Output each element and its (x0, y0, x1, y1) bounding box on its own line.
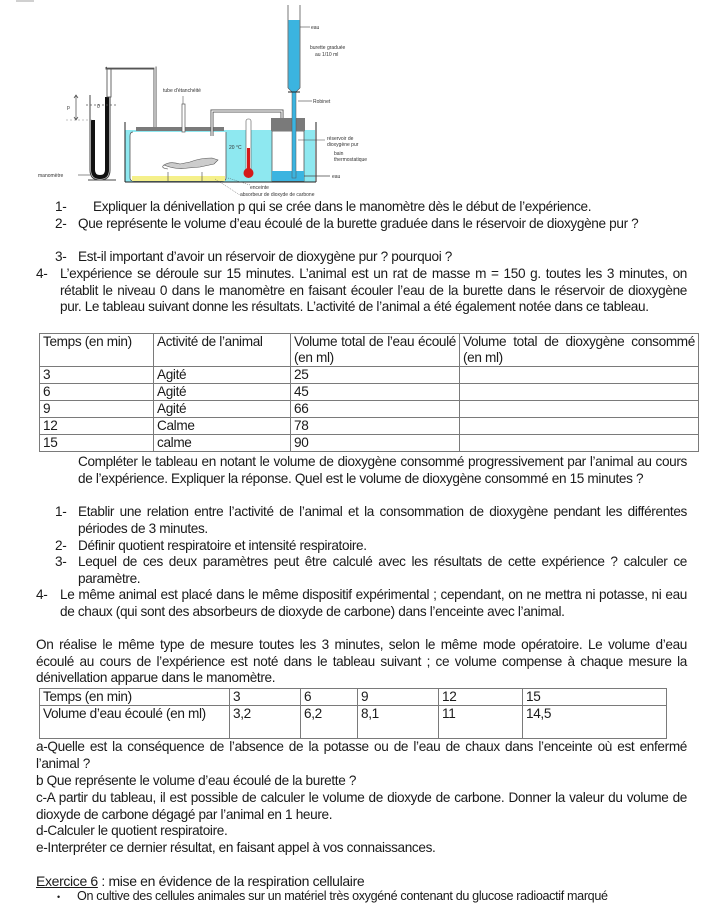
label-burette-precision: au 1/10 ml (315, 52, 339, 58)
sub-question-c: c-A partir du tableau, il est possible de calculer le volume de dioxyde de carbone. Donner la valeur du volume de dioxyde de carbone dégagé par l’animal en 1 heure. (36, 790, 687, 822)
table-row (40, 418, 699, 435)
label-bain: bain (334, 151, 344, 157)
sub-question-b: b Que représente le volume d’eau écoulé de la burette ? (36, 773, 357, 788)
label-eau-bottom: eau (332, 174, 341, 180)
question-2-2-num: 2- (55, 538, 67, 553)
question-2-4-text: Le même animal est placé dans le même dispositif expérimental ; cependant, on ne mettra ni potasse, ni eau de chaux (qui sont des absorbeurs de dioxyde de carbone) dans l’enceinte avec l’animal. (60, 587, 687, 619)
question-text: Expliquer la dénivellation p qui se crée dans le manomètre dès le début de l’expérience. (93, 199, 592, 214)
question-number: 2- (55, 216, 67, 231)
question-1-3 (55, 249, 452, 265)
table-cell: 9 (358, 689, 439, 706)
question-number: 3- (55, 249, 67, 264)
label-enceinte: enceinte (250, 185, 269, 191)
table-header-row (40, 334, 699, 367)
table-cell-empty[interactable] (460, 435, 699, 452)
bullet-text: On cultive des cellules animales sur un matériel très oxygéné contenant du glucose radioactif marqué (77, 889, 608, 903)
label-temperature: 20 °C (229, 145, 242, 151)
table-cell: Agité (154, 384, 291, 401)
table-row (40, 435, 699, 452)
table-header: Volume total de l’eau écoulé (en ml) (291, 334, 460, 367)
label-reservoir2: dioxygène pur (327, 142, 359, 148)
table-cell: 45 (291, 384, 460, 401)
question-1-4-text: L’expérience se déroule sur 15 minutes. L’animal est un rat de masse m = 150 g. toutes les 3 minutes, on rétablit le niveau 0 dans le manomètre en faisant écouler l’eau de la burette dans le réservoir de dioxygène pur. Le tableau suivant donne les résultats. L’activité de l’animal a été également notée dans ce tableau. (60, 266, 687, 315)
table-cell: 6 (40, 384, 154, 401)
results-table-1 (39, 333, 699, 452)
question-2-3-num: 3- (55, 554, 67, 569)
table-cell: 8,1 (358, 706, 439, 739)
table-cell: 78 (291, 418, 460, 435)
table-cell: 11 (439, 706, 523, 739)
table-row-header: Temps (en min) (40, 689, 230, 706)
question-2-1-num: 1- (55, 504, 67, 519)
table-cell: 14,5 (523, 706, 667, 739)
table-cell: 9 (40, 401, 154, 418)
table-row-times (40, 689, 667, 706)
table-row (40, 367, 699, 384)
question-number: 1- (55, 199, 67, 214)
table-cell: Agité (154, 367, 291, 384)
question-2-2-text: Définir quotient respiratoire et intensité respiratoire. (78, 538, 367, 553)
table-cell: 3,2 (230, 706, 301, 739)
bullet-icon: • (57, 892, 60, 902)
table-cell: 6,2 (301, 706, 358, 739)
question-2-1-text: Etablir une relation entre l’activité de l’animal et la consommation de dioxygène pendant les différentes périodes de 3 minutes. (78, 504, 687, 536)
table-row-header: Volume d’eau écoulé (en ml) (40, 706, 230, 739)
label-zero: 0 (97, 104, 100, 110)
label-manometre: manomètre (38, 173, 64, 179)
results-table-2 (39, 688, 667, 739)
table-cell: 12 (40, 418, 154, 435)
question-text: Est-il important d’avoir un réservoir de dioxygène pur ? pourquoi ? (78, 249, 453, 264)
exercise-6-bullet (57, 888, 608, 905)
table-cell-empty[interactable] (460, 367, 699, 384)
table-cell: 15 (523, 689, 667, 706)
label-p: p (67, 105, 70, 111)
question-1-4-num: 4- (36, 266, 48, 281)
label-reservoir: réservoir de (327, 136, 354, 142)
table-header: Activité de l’animal (154, 334, 291, 367)
table-cell: 90 (291, 435, 460, 452)
sub-question-a: a-Quelle est la conséquence de l’absence de la potasse ou de l’eau de chaux dans l’enceinte où est enfermé l’animal ? (36, 739, 687, 771)
label-absorbeur: absorbeur de dioxyde de carbone (240, 192, 315, 198)
table-row (40, 384, 699, 401)
measure-description: On réalise le même type de mesure toutes les 3 minutes, selon le même mode opératoire. Le volume d’eau écoulé au cours de l’expérience est noté dans le tableau suivant ; ce volume compense à chaque mesure la dénivellation apparue dans le manomètre. (36, 637, 687, 686)
table-cell-empty[interactable] (460, 384, 699, 401)
table-header: Volume total de dioxygène consommé (en ml) (460, 334, 699, 367)
table-cell: 6 (301, 689, 358, 706)
label-eau-top: eau (311, 25, 320, 31)
exercise-title: : mise en évidence de la respiration cellulaire (97, 873, 365, 889)
table-cell: Calme (154, 418, 291, 435)
label-tube: tube d'étanchéité (163, 88, 201, 94)
table-cell: 15 (40, 435, 154, 452)
table-cell: 25 (291, 367, 460, 384)
table-cell-empty[interactable] (460, 401, 699, 418)
table-cell: 3 (230, 689, 301, 706)
question-1-1 (55, 199, 591, 215)
table-header: Temps (en min) (40, 334, 154, 367)
question-2-3-text: Lequel de ces deux paramètres peut être calculé avec les résultats de cette expérience ? calculer ce paramètre. (78, 554, 687, 586)
exercise-6-title (36, 873, 364, 889)
table-cell: calme (154, 435, 291, 452)
sub-question-e: e-Interpréter ce dernier résultat, en faisant appel à vos connaissances. (36, 840, 436, 855)
sub-question-d: d-Calculer le quotient respiratoire. (36, 823, 228, 838)
label-bain2: thermostatique (334, 157, 368, 163)
table-row-volumes (40, 706, 667, 739)
experiment-diagram (0, 0, 420, 200)
manometer-icon (66, 67, 116, 180)
question-2-4-num: 4- (36, 587, 48, 602)
table-cell-empty[interactable] (460, 418, 699, 435)
table-cell: 3 (40, 367, 154, 384)
complete-table-instruction: Compléter le tableau en notant le volume de dioxygène consommé progressivement par l’animal au cours de l’expérience. Expliquer la réponse. Quel est le volume de dioxygène consommé en 15 minutes ? (78, 454, 687, 486)
label-burette: burette graduée (310, 45, 346, 51)
label-robinet: Robinet (313, 99, 331, 105)
table-cell: 12 (439, 689, 523, 706)
table-cell: 66 (291, 401, 460, 418)
table-row (40, 401, 699, 418)
oxygen-reservoir (271, 118, 305, 181)
scan-mark (16, 0, 34, 2)
question-1-2-text: Que représente le volume d’eau écoulé de la burette graduée dans le réservoir de dioxygène pur ? (78, 216, 639, 231)
exercise-number: Exercice 6 (36, 873, 98, 889)
table-cell: Agité (154, 401, 291, 418)
